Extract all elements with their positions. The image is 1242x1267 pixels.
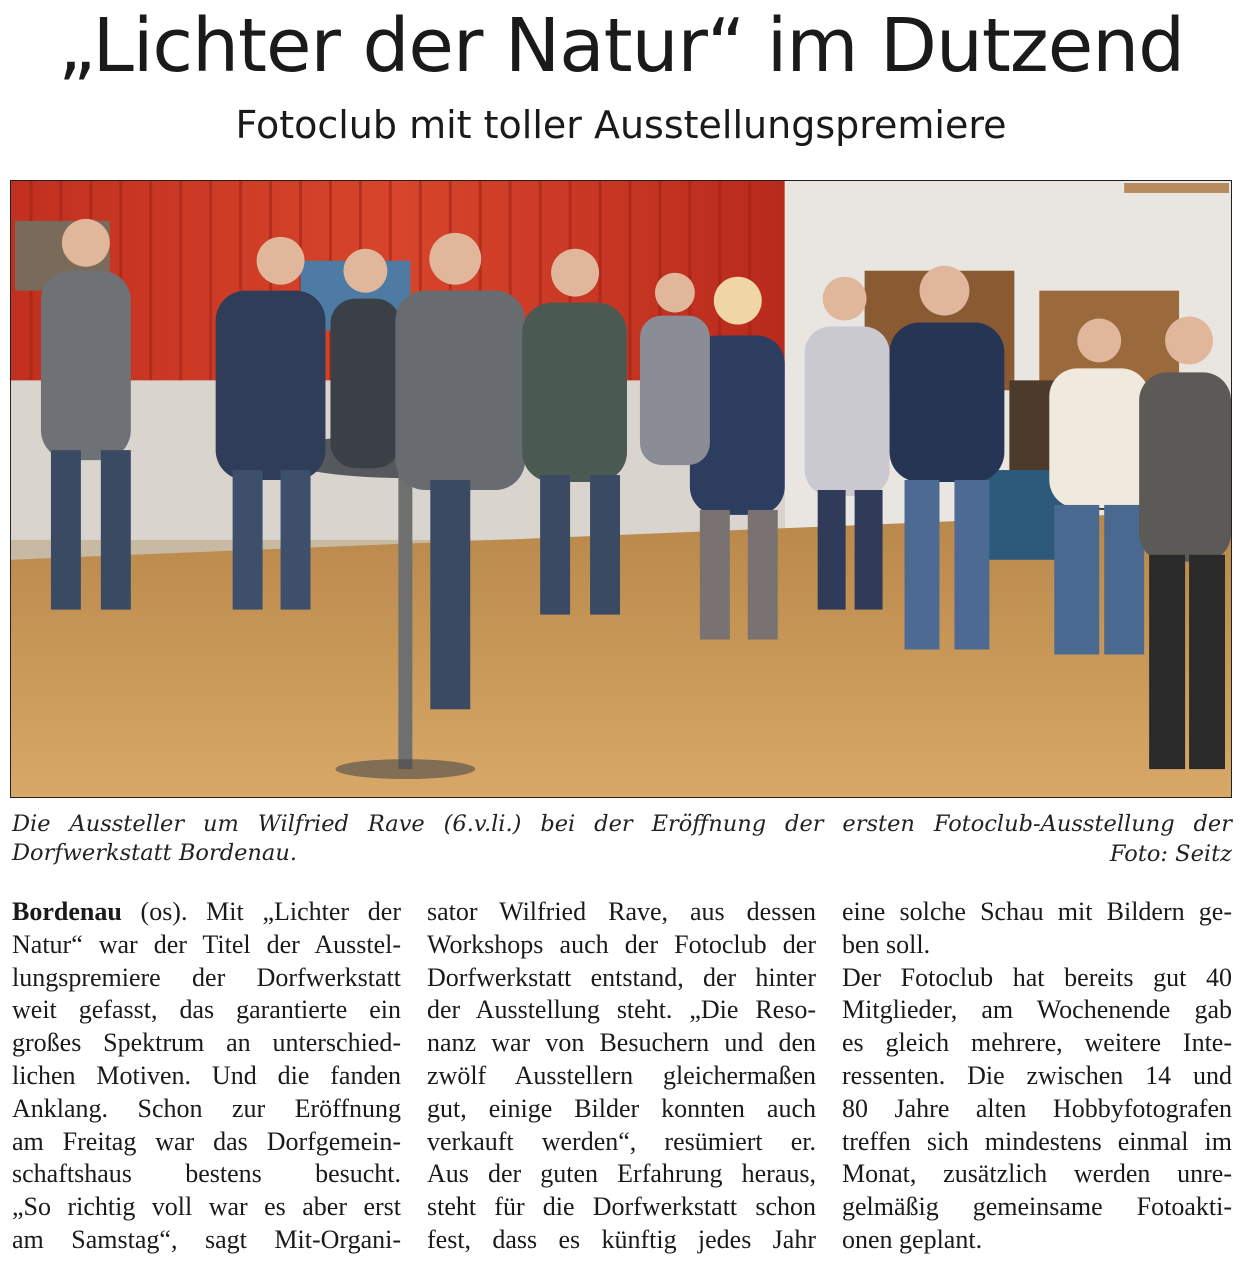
text-line: lichen Motiven. Und die fanden [12,1060,401,1090]
text-line: Aus der guten Erfahrung heraus, [427,1159,816,1189]
text-line: verkauft werden“, resümiert er. [427,1126,816,1156]
text-line: treffen sich mindestens einmal im [842,1126,1232,1156]
text-line: schaftshaus bestens besucht. [12,1159,401,1189]
text-line: lungspremiere der Dorfwerkstatt [12,962,401,992]
text-line: Dorfwerkstatt entstand, der hinter [427,962,816,992]
headline: „Lichter der Natur“ im Dutzend [57,3,1185,89]
text-line: 80 Jahre alten Hobbyfotografen [842,1093,1232,1123]
text-column-2 [427,896,816,1257]
text-line: Der Fotoclub hat bereits gut 40 [842,962,1232,992]
text-line: gelmäßig gemeinsame Fotoakti- [842,1192,1232,1222]
text-line: nanz war von Besuchern und den [427,1028,816,1058]
text-line: „So richtig voll war es aber erst [12,1192,401,1222]
subheadline: Fotoclub mit toller Ausstellungspremiere [235,103,1007,147]
text-line: sator Wilfried Rave, aus dessen [427,897,816,926]
text-line: Natur“ war der Titel der Ausstel- [12,929,401,959]
text-line: großes Spektrum an unterschied- [12,1028,401,1058]
text-column-3 [842,896,1232,1257]
text-line: gut, einige Bilder konnten auch [427,1093,816,1123]
article-photo [10,180,1232,798]
text-line: onen geplant. [842,1224,983,1254]
text-line: Workshops auch der Fotoclub der [427,929,816,959]
text-line: steht für die Dorfwerkstatt schon [427,1192,816,1222]
text-line: weit gefasst, das garantierte ein [12,995,401,1025]
text-line: am Samstag“, sagt Mit-Organi- [12,1224,401,1254]
photo-caption: Die Aussteller um Wilfried Rave (6.v.li.) bei der Eröffnung der ersten Fotoclub-Ausstellung der Dorfwerkstatt Bordenau. [12,811,1232,866]
photo-credit: Foto: Seitz [1109,841,1232,867]
text-line: ressenten. Die zwischen 14 und [842,1060,1232,1090]
text-line: Anklang. Schon zur Eröffnung [12,1093,401,1123]
text-line: fest, dass es künftig jedes Jahr [427,1224,816,1254]
text-line: zwölf Ausstellern gleichermaßen [427,1060,816,1090]
group-photo-illustration [11,181,1231,797]
text-line: Mitglieder, am Wochenende gab [842,995,1232,1025]
text-line: Monat, zusätzlich werden unre- [842,1159,1232,1189]
text-line: ben soll. [842,929,931,959]
dateline-place: Bordenau [12,897,122,926]
text-column-1 [12,896,401,1257]
text-line: Bordenau (os). Mit „Lichter der [12,897,401,926]
text-line: am Freitag war das Dorfgemein- [12,1126,401,1156]
text-line: es gleich mehrere, weitere Inte- [842,1028,1232,1058]
text-line: der Ausstellung steht. „Die Reso- [427,995,816,1025]
text-line: eine solche Schau mit Bildern ge- [842,897,1232,926]
